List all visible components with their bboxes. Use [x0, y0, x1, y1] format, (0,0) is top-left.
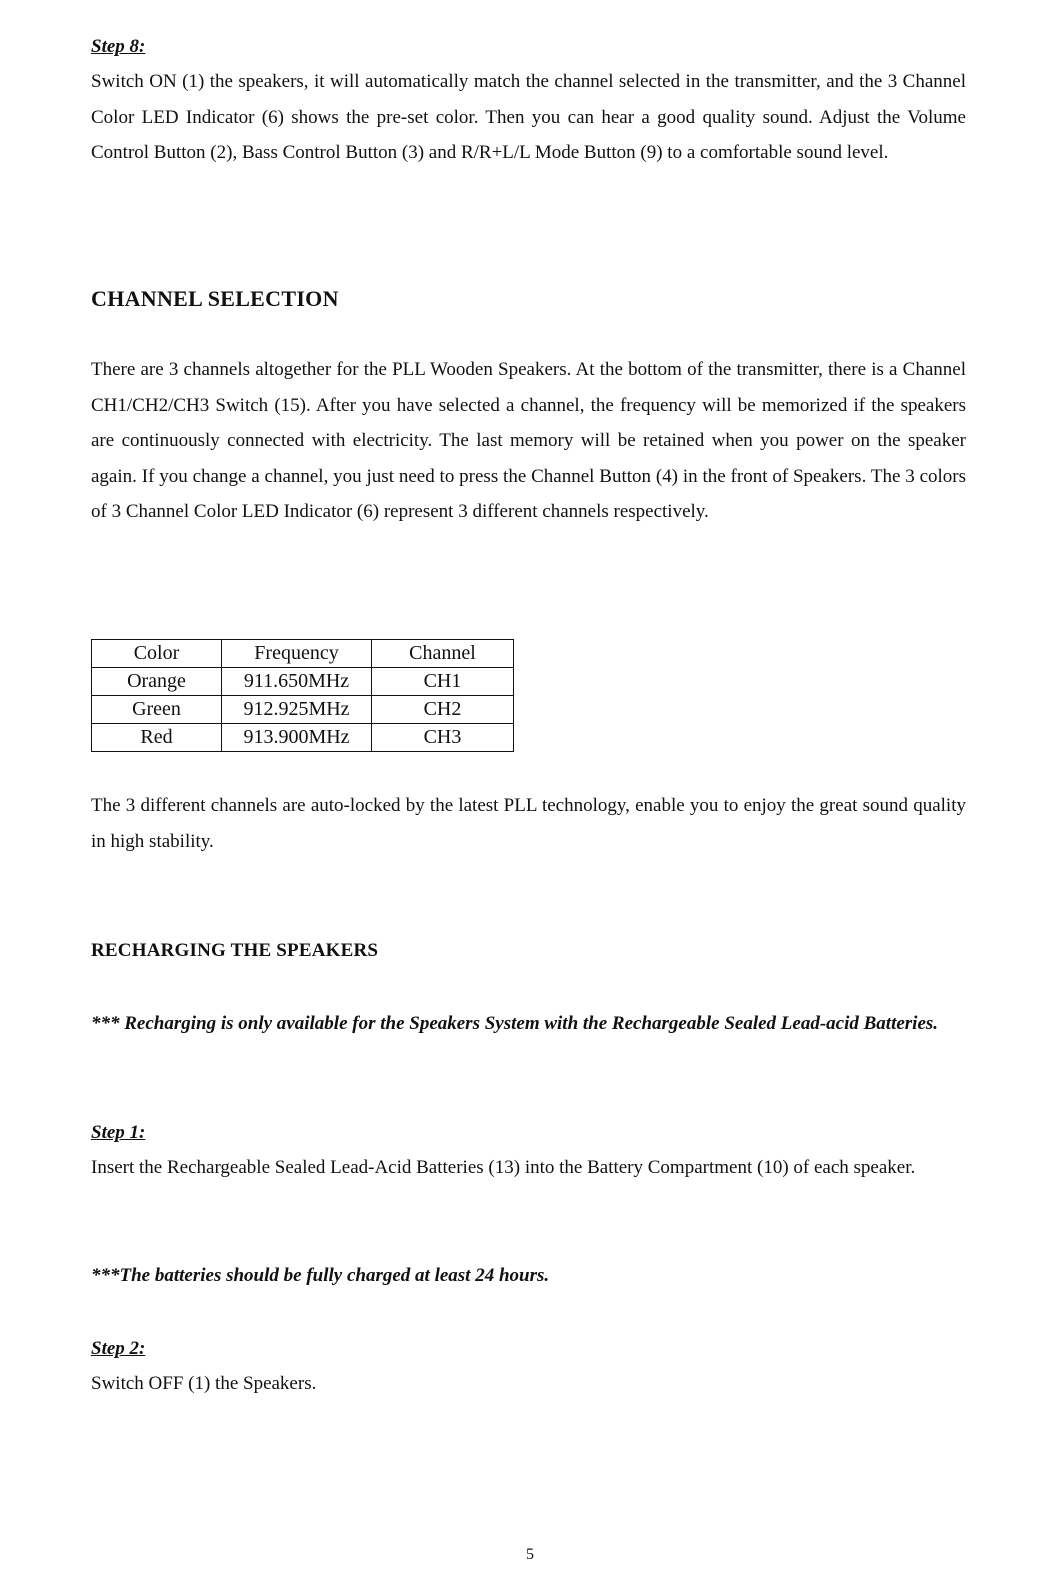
table-header-cell: Frequency [222, 640, 372, 668]
step-1-label: Step 1: [91, 1122, 146, 1143]
table-cell: CH3 [372, 724, 514, 752]
channel-frequency-table [91, 639, 514, 752]
page-number: 5 [526, 1546, 534, 1563]
step-8-text: Switch ON (1) the speakers, it will automatically match the channel selected in the transmitter, and the 3 Channel Color LED Indicator (6) shows the pre-set color. Then you can hear a good quality sound. Adjust the Volume Control Button (2), Bass Control Button (3) and R/R+L/L Mode Button (9) to a comfortable sound level. [91, 71, 966, 163]
recharging-note: *** Recharging is only available for the Speakers System with the Rechargeable Sealed Lead-acid Batteries. [91, 1013, 939, 1034]
step-2-label: Step 2: [91, 1338, 146, 1359]
table-header-cell: Channel [372, 640, 514, 668]
pll-text: The 3 different channels are auto-locked by the latest PLL technology, enable you to enjoy the great sound quality in high stability. [91, 795, 966, 852]
step-8-label: Step 8: [91, 36, 146, 57]
table-cell: 911.650MHz [222, 668, 372, 696]
table-cell: Green [92, 696, 222, 724]
table-row [92, 724, 514, 752]
table-header-row [92, 640, 514, 668]
table-cell: Red [92, 724, 222, 752]
recharging-heading: RECHARGING THE SPEAKERS [91, 940, 379, 961]
table-cell: CH2 [372, 696, 514, 724]
table-cell: 913.900MHz [222, 724, 372, 752]
step-1-text: Insert the Rechargeable Sealed Lead-Acid Batteries (13) into the Battery Compartment (10) of each speaker. [91, 1157, 916, 1178]
table-cell: 912.925MHz [222, 696, 372, 724]
table-cell: CH1 [372, 668, 514, 696]
step-2-text: Switch OFF (1) the Speakers. [91, 1373, 317, 1394]
table-cell: Orange [92, 668, 222, 696]
battery-charge-note: ***The batteries should be fully charged at least 24 hours. [91, 1265, 550, 1286]
table-header-cell: Color [92, 640, 222, 668]
channel-selection-heading: CHANNEL SELECTION [91, 286, 339, 311]
channel-selection-text: There are 3 channels altogether for the PLL Wooden Speakers. At the bottom of the transmitter, there is a Channel CH1/CH2/CH3 Switch (15). After you have selected a channel, the frequency will be memorized if the speakers are continuously connected with electricity. The last memory will be retained when you power on the speaker again. If you change a channel, you just need to press the Channel Button (4) in the front of Speakers. The 3 colors of 3 Channel Color LED Indicator (6) represent 3 different channels respectively. [91, 359, 966, 522]
table-row [92, 696, 514, 724]
table-row [92, 668, 514, 696]
